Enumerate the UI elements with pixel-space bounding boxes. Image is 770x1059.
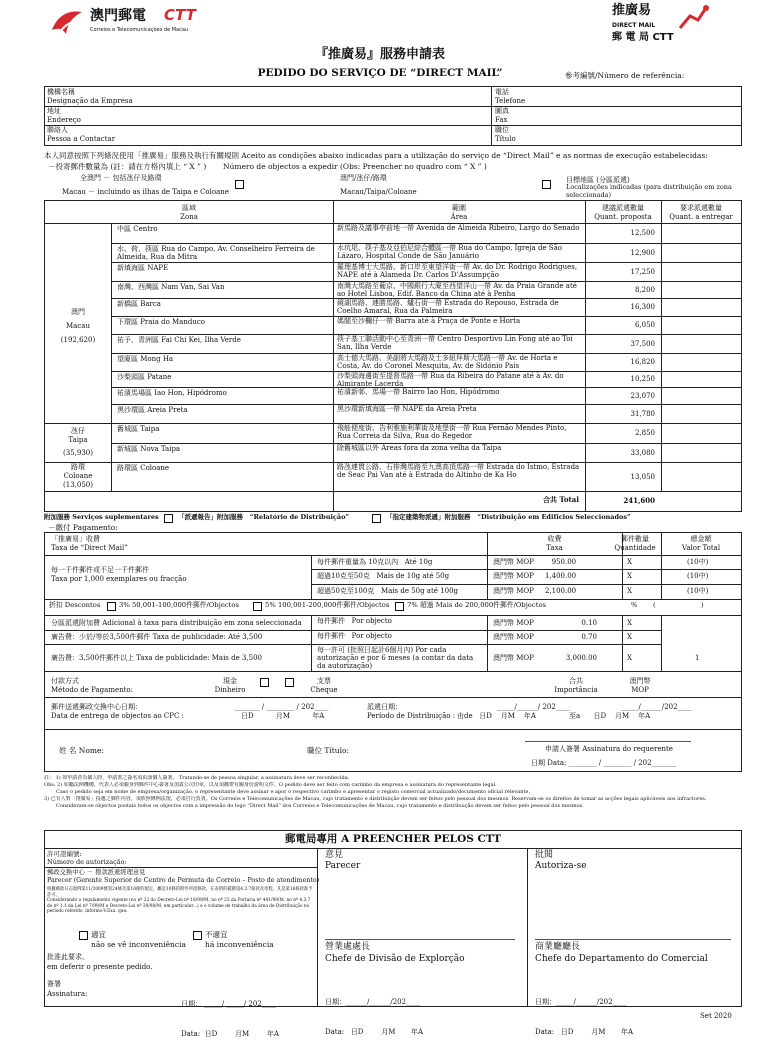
period-pt: Período de Distribuição : [367, 712, 456, 720]
region-taipa-pt: Taipa [68, 436, 88, 444]
direct-mail-logo [606, 4, 716, 48]
zone-qty-input[interactable] [665, 423, 739, 443]
zone-qty: 10,250 [630, 375, 655, 383]
weight-total: (10中) [687, 558, 709, 566]
selected-buildings-checkbox[interactable] [372, 514, 381, 523]
auth-label-pt: Número de autorização: [47, 858, 127, 866]
fee-basis: 每件郵件 Por objecto [317, 617, 392, 625]
zone-row [45, 281, 741, 298]
zone-row [45, 243, 741, 262]
qty-header-pt: Quantidade [614, 544, 656, 552]
parecer-pt: Parecer [325, 861, 361, 871]
zone-qty-input[interactable] [665, 223, 739, 243]
total-header-pt: Valor Total [681, 544, 721, 552]
notes [44, 775, 740, 810]
zone-name: 路環區 Coloane [117, 464, 170, 472]
zone-qty: 2,850 [634, 429, 655, 437]
authorize-pt: Autoriza-se [535, 861, 587, 871]
weight-row [311, 584, 741, 598]
zone-area: 高士德大馬路、美副將大馬路及士多紐拜斯大馬路一帶 Av. de Horta e Costa, Av. do Coronel Mesquita, Av. de Sidónio Pais [337, 354, 558, 371]
area-header-pt: Área [450, 213, 468, 221]
fax-label-pt: Fax [495, 116, 508, 124]
zone-header-pt: Zona [180, 213, 198, 221]
delivery-date-dma: 日D 月M 年A [241, 712, 325, 720]
zone-name: 水、荷、筷區 Rua do Campo, Av. Conselheiro Ferreira de Almeida, Rua da Mitra [117, 245, 315, 262]
objection-zh: 不適宜 [205, 930, 228, 939]
zone-qty-input[interactable] [665, 404, 739, 423]
form-title-zh: 『推廣易』服務申請表 [314, 47, 445, 62]
option-area-pt: Macau/Taipa/Coloane [340, 188, 417, 196]
fee-label: 廣告費：少於/等於3,500件郵件 Taxa de publicidade: Até 3,500 [51, 633, 263, 641]
zone-name: 新城區 Nova Taipa [117, 445, 181, 453]
phone-label-pt: Telefone [495, 97, 526, 105]
region-coloane-count: (13,050) [63, 481, 93, 489]
zone-name: 祐予、青洲區 Fai Chi Kei, Ilha Verde [117, 336, 241, 344]
zone-name: 中區 Centro [117, 225, 158, 233]
region-taipa-zh: 氹仔 [71, 427, 85, 435]
region-coloane-pt: Coloane [63, 472, 93, 480]
requested-header-zh: 要求派遞數量 [680, 204, 722, 212]
fee-value: 0.70 [581, 633, 597, 641]
zone-area: 鏡湖馬路、連勝馬路、爐石街一帶 Estrada do Repouso, Estrada de Coelho Amaral, Rua da Palmeira [337, 299, 559, 316]
chief-dept-zh: 商業廳廳長 [535, 942, 581, 952]
office-title: 郵電局專用 A PREENCHER PELOS CTT [284, 833, 502, 845]
chief-dept-pt: Chefe do Departamento do Comercial [535, 954, 708, 964]
cash-checkbox[interactable] [260, 678, 269, 687]
cash-pt: Dinheiro [214, 686, 246, 694]
supplements-label-pt: Serviços suplementares [72, 513, 159, 521]
contact-label-pt: Pessoa a Contactar [47, 135, 116, 143]
zone-row [45, 423, 741, 443]
zone-row [45, 404, 741, 423]
period-to-field[interactable]: _____/______/202____ [621, 703, 692, 711]
contact-label: 聯絡人 [47, 126, 68, 134]
zone-name: 祐濱馬場區 Iao Hon, Hipódromo [117, 389, 227, 397]
weight-fee: 澳門幣 MOP 2,100.00 [493, 587, 577, 595]
zone-qty-input[interactable] [665, 462, 739, 491]
date-field-1[interactable]: 日期： _____/ _____/ 202____ [181, 1000, 276, 1008]
address-label-pt: Endereço [47, 116, 81, 124]
period-zh: 派遞日期： [367, 703, 402, 711]
zone-qty: 12,900 [630, 248, 655, 257]
weight-fee: 澳門幣 MOP 1,400.00 [493, 572, 577, 580]
weight-x: X [627, 558, 632, 566]
fee-x: X [627, 633, 632, 641]
zone-area: 媽閣至沙欄仔一帶 Barra até à Praça de Ponte e Horta [337, 317, 521, 325]
discount-3-checkbox[interactable] [107, 602, 116, 611]
mop-pt: MOP [631, 686, 649, 694]
fee-value: 0.10 [581, 618, 597, 627]
defer-zh: 批准此要求。 [47, 953, 89, 961]
form-title-pt: PEDIDO DO SERVIÇO DE “DIRECT MAIL” [257, 67, 503, 79]
zone-row [45, 387, 741, 404]
date-field-3[interactable]: 日期：_____/______/202____ [535, 998, 627, 1006]
fee-x: X [627, 653, 632, 662]
bird-icon [50, 8, 84, 38]
weight-total: (10中) [687, 572, 709, 580]
service-fee-header-zh: 「推廣易」收費 [51, 535, 100, 543]
phone-label: 電話 [495, 88, 509, 96]
zone-area: 路氹連貫公路、石排灣馬路至九澳高頂馬路一帶 Estrada do Istmo, Estrada de Seac Pai Van até à Estrada do Altinho de Ka Ho [337, 463, 580, 480]
zone-name: 新填海區 NAPE [117, 264, 169, 272]
selected-buildings-option: 「指定建築物派遞」附加服務 “Distribuição em Edifícios Seleccionados” [386, 513, 631, 521]
period-from-field[interactable]: _____/______/ 202____ [497, 703, 570, 711]
fee-currency: 澳門幣 MOP [493, 633, 534, 641]
option-area-checkbox[interactable] [542, 180, 551, 189]
report-option: 「派遞報告」附加服務 “Relatório de Distribuição” [178, 513, 350, 521]
qty-header-zh: 郵件數量 [621, 535, 649, 543]
fee-label: 廣告費：3,500件郵件以上 Taxa de publicidade: Mais de 3,500 [51, 653, 263, 662]
logo-sub: Correios e Telecomunicações de Macau [90, 27, 189, 33]
paren-open: ( [653, 601, 656, 609]
supplements-label-zh: 附加服務 [44, 513, 70, 521]
zone-name: 望廈區 Mong Ha [117, 355, 174, 363]
zone-qty: 37,500 [630, 339, 655, 348]
no-objection-checkbox[interactable] [79, 931, 88, 940]
parecer-zh: 意見 [325, 850, 344, 860]
authorize-zh: 批閱 [535, 850, 554, 860]
agreement-text: 本人同意按照下列條況使用「推廣易」服務及執行有關規則 Aceito as condições abaixo indicadas para a utilização do serviço de “Direct Mail” e as normas de execução estabelecidas: [44, 151, 708, 160]
report-checkbox[interactable] [164, 514, 173, 523]
dm-zh: 推廣易 [612, 3, 652, 18]
fax-label: 圖真 [495, 107, 509, 115]
fee-row [45, 630, 741, 644]
ctt-logo-left [50, 6, 240, 40]
no-objection-pt: não se vê inconveniência [91, 940, 186, 949]
zone-row [45, 298, 741, 316]
proposed-header-zh: 建議派遞數量 [602, 204, 644, 212]
defer-pt: em deferir o presente pedido. [47, 963, 153, 971]
region-coloane-zh: 路環 [71, 463, 85, 471]
reference-number: 參考編號/Número de referência: [565, 71, 685, 80]
zone-qty: 23,070 [630, 391, 655, 400]
zone-row [45, 443, 741, 462]
position-label-pt: Título [495, 135, 516, 143]
zone-row [45, 223, 741, 243]
delivery-date-pt: Data de entrega de objectos ao CPC : [51, 712, 184, 720]
region-macau-count: (192,620) [60, 336, 96, 344]
zone-area: 黑沙環新填海區一帶 NAPE da Areia Preta [337, 405, 477, 413]
fee-row [45, 644, 741, 671]
legal-pt: Considerando o regulamento vigente (no nº 22 do Decreto-Lei nº 18/99/M, no nº 23 da Portaria nº 441/99/M, no nº 4.3.7 do nº 1.1 da Lei nº 7/99/M e Decreto-Lei nº 30/98/M, em particular...) e o volume de trabalho da área de Distribuição no período referido, informo-V.Exa. que: [47, 898, 311, 915]
total-label: 合共 Total [543, 495, 579, 504]
zone-qty-input[interactable] [665, 443, 739, 462]
per-1000-pt: Taxa por 1,000 exemplares ou fracção [51, 575, 187, 583]
zone-area: 飛能便度街、告利雅施利華街及地堡街一帶 Rua Fernão Mendes Pinto, Rua Correia da Silva, Rua do Regedor [337, 424, 567, 441]
option-all-macau-pt: Macau － incluindo as ilhas de Taipa e Coloane [62, 188, 229, 196]
zone-name: 南灣、西灣區 Nam Van, Sai Van [117, 283, 225, 291]
amount-zh: 合共 [569, 677, 583, 685]
weight-label: 超過50克至100克 Mais de 50g até 100g [317, 587, 458, 595]
date-dma-2: Data: 日D 月M 年A [325, 1028, 424, 1036]
method-label-pt: Método de Pagamento: [51, 686, 134, 694]
discount-5-checkbox[interactable] [253, 602, 262, 611]
date-line[interactable]: 日期 Data: ________ / ________ / 202_______ [531, 759, 677, 767]
note-1: 註： 1) 如申請者為個人時，申請書之簽名須由該個人簽署。 Tratando-se de pessoa singular, a assinatura deve ser reconhecida. [44, 775, 350, 781]
fee-value: 3,000.00 [565, 653, 597, 662]
cash-zh: 現金 [223, 677, 237, 685]
logo-zh: 澳門郵電 [90, 8, 146, 24]
address-label: 地址 [47, 107, 61, 115]
payment-table [44, 532, 742, 772]
chief-division-pt: Chefe de Divisão de Explorção [325, 954, 465, 964]
footer-date: Set 2020 [700, 1012, 732, 1020]
weight-x: X [627, 587, 632, 595]
zone-qty: 13,050 [630, 472, 655, 481]
zone-qty-input[interactable] [665, 243, 739, 262]
date-field-2[interactable]: 日期：______/______/202____ [325, 998, 421, 1006]
requested-header-pt: Quant. a entregar [669, 213, 733, 221]
signer-zh: 簽署 [47, 980, 61, 988]
region-macau-zh: 澳門 [71, 308, 85, 316]
fee-basis: 每件郵件 Por objecto [317, 632, 392, 640]
method-label-zh: 付款方式 [51, 677, 79, 685]
zone-area: 水坑尾、筷子基及亞伯尼綜合體區一帶 Rua do Campo, Igreja de São Lázaro, Hospital Conde de São Januário [337, 244, 562, 261]
fee-basis: 每一許可 (批照日起計6個月內) Por cada autorização e por 6 meses (a contar da data da autorização) [317, 646, 476, 671]
option-area-zh: 澳門/氹仔/路環 [340, 174, 387, 182]
signature-label: 申請人簽署 Assinatura do requerente [545, 745, 673, 753]
company-name-label: 機構名稱 [47, 88, 75, 96]
weight-row [311, 569, 741, 583]
zone-qty: 17,250 [630, 267, 655, 276]
zone-qty-input[interactable] [665, 334, 739, 353]
logo-brand: CTT [164, 6, 196, 24]
paren-close: ) [701, 601, 704, 609]
zone-area: 筷子基工聯活動中心至青洲一帶 Centro Desportivo Lin Fong até ao Toi San, Ilha Verde [337, 335, 573, 352]
dm-brand: 郵 電 局 CTT [612, 32, 674, 43]
zone-qty-input[interactable] [665, 298, 739, 316]
zone-area: 祐濱新邨、馬場一帶 Bairro Iao Hon, Hipódromo [337, 388, 500, 396]
zone-table [44, 200, 742, 512]
zone-row [45, 462, 741, 491]
option-all-macau-zh: 全澳門 － 包括氹仔及路環 [80, 174, 162, 182]
service-fee-header-pt: Taxa de “Direct Mail” [51, 544, 128, 552]
delivery-date-field[interactable]: _______ / ________ / 202____ [235, 703, 329, 711]
region-macau-pt: Macau [66, 322, 90, 330]
zone-area: 沙梨頭海邊街至提督馬路一帶 Rua da Ribeira do Patane até à Av. do Almirante Lacerda [337, 372, 564, 389]
discount-7-checkbox[interactable] [395, 602, 404, 611]
fee-n: 1 [695, 653, 700, 662]
quantity-instruction: －投寄郵件數量為 (註：請在方格內填上 “ X ” ) Número de objectos a expedir (Obs: Preencher no quadro com “ X ” ) [48, 162, 487, 171]
zone-name: 黑沙環區 Areia Preta [117, 406, 188, 414]
objection-checkbox[interactable] [193, 931, 202, 940]
proposed-header-pt: Quant. proposta [594, 213, 652, 221]
zone-name: 下環區 Praia do Manduco [117, 318, 205, 326]
date-dma-3: Data: 日D 月M 年A [535, 1028, 634, 1036]
payment-title: －繳付 Pagamento: [48, 523, 118, 532]
note-3: Caso o pedido seja em nome de empresa/organização, o representante deve assinar e apor o respectivo carimbo e apresentar o registo comercial actualizado/documento oficial relevante. [56, 789, 531, 795]
fee-header-pt: Taxa [546, 544, 563, 552]
zone-qty-input[interactable] [665, 262, 739, 281]
weight-fee: 澳門幣 MOP 950.00 [493, 558, 577, 566]
no-objection-zh: 適宜 [91, 930, 106, 939]
zone-qty-input[interactable] [665, 316, 739, 334]
zone-name: 新橋區 Barca [117, 300, 161, 308]
chief-division-zh: 營業處處長 [325, 942, 371, 952]
zone-qty: 16,300 [630, 303, 655, 311]
zone-area: 南灣大馬路至葡京、中國銀行大廈至西望洋山一帶 Av. da Praia Grande até ao Hotel Lisboa, Edif. Banco da China até à Penha [337, 282, 577, 299]
zone-area: 除舊城區以外 Áreas fora da zona velha da Taipa [337, 444, 502, 452]
zone-row [45, 334, 741, 353]
fee-currency: 澳門幣 MOP [493, 618, 534, 627]
zone-qty: 33,080 [630, 448, 655, 457]
discount-3: 3% 50,001-100,000件郵件/Objectos [119, 601, 239, 609]
zone-row [45, 353, 741, 371]
region-taipa-count: (35,930) [63, 449, 93, 457]
cheque-zh: 支票 [317, 677, 331, 685]
zone-row [45, 316, 741, 334]
objection-pt: há inconveniência [205, 940, 274, 949]
period-to: 至a 日D 月M 年A [569, 712, 651, 720]
discount-7: 7% 超過 Mais de 200,000件郵件/Objectos [407, 601, 547, 609]
signer-pt: Assinatura: [47, 990, 88, 998]
dm-en: DIRECT MAIL [612, 22, 656, 29]
weight-total: (10中) [687, 587, 709, 595]
company-name-label-pt: Designação da Empresa [47, 97, 133, 105]
total-value: 241,600 [623, 496, 655, 505]
weight-row [311, 555, 741, 569]
area-header-zh: 範圍 [452, 204, 466, 212]
weight-label: 每件郵件重量為 10克以內 Até 10g [317, 558, 433, 566]
delivery-date-zh: 郵件送遞郵政交換中心日期： [51, 703, 142, 711]
note-4: 3) 已有人對「推廣易」投遞之郵件內容，須依照條例法規，必須自行負責。Os Correios e Telecomunicações de Macau, cujo tratamento e distribuição devem ser feitos pelo pessoal dos mesmos. Reservam-se os direitos de tomar as acções legais aplicáveis aos infractores. [44, 796, 707, 802]
date-dma-1: Data: 日D 月M 年A [181, 1030, 280, 1038]
runner-icon [676, 4, 712, 32]
zone-qty: 6,050 [634, 321, 655, 329]
note-5: Consideram-se objectos postais todos os objectos com a impressão do logo “Direct Mail” dos Correios e Telecomunicações de Macau, cujo tratamento e distribuição devem ser feitos pelo pessoal dos mesmos. [56, 803, 584, 809]
percent-sign: % [631, 601, 638, 609]
fee-currency: 澳門幣 MOP [493, 653, 534, 662]
discount-label: 折扣 Descontos [49, 601, 101, 609]
fee-header-zh: 收費 [547, 535, 562, 543]
zone-name: 沙梨頭區 Patane [117, 373, 172, 381]
cheque-pt: Cheque [310, 686, 338, 694]
weight-label: 超過10克至50克 Mais de 10g até 50g [317, 572, 450, 580]
zone-area: 羅理基博士大馬路、新口岸至東望洋街一帶 Av. do Dr. Rodrigo Rodrigues, NAPE até à Alameda Dr. Carlos D’Assumpção [337, 263, 578, 280]
amount-pt: Importância [554, 686, 598, 694]
cheque-checkbox[interactable] [285, 678, 294, 687]
zone-qty-input[interactable] [665, 281, 739, 298]
weight-x: X [627, 572, 632, 580]
fee-x: X [627, 618, 632, 627]
discount-5: 5% 100,001-200,000件郵件/Objectos [265, 601, 390, 609]
company-info-box [44, 86, 742, 146]
zone-qty-input[interactable] [665, 387, 739, 404]
zone-qty-input[interactable] [665, 353, 739, 371]
zone-row [45, 262, 741, 281]
option-all-macau-checkbox[interactable] [235, 180, 244, 189]
zone-row [45, 371, 741, 387]
manager-opinion-pt: Parecer (Gerente Superior de Centro de Permuta de Correio – Posto de atendimento) [47, 877, 320, 884]
period-from: 由de 日D 月M 年A [457, 712, 536, 720]
position-label: 職位 [495, 126, 509, 134]
zone-qty: 8,200 [634, 285, 655, 294]
option-target-pt: Localizações indicadas (para distribuição em zona seleccionada) [566, 183, 732, 199]
zone-qty: 31,780 [630, 409, 655, 418]
manager-opinion-zh: 郵政交換中心 － 撥款派遞經理意見 [47, 869, 146, 876]
mop-zh: 澳門幣 [629, 677, 651, 685]
zone-area: 新馬路及議事亭前地一帶 Avenida de Almeida Ribeiro, Largo do Senado [337, 224, 580, 232]
zone-qty: 16,820 [630, 358, 655, 366]
note-2: Obs: 2) 如屬法例機構，代表人必須親身到郵件中心簽署及加蓋公司印章，以及須攜帶有關身份證明文件。O pedido deve ser feito com carimbo da empresa e assinatura do representante legal. [44, 782, 497, 788]
legal-zh: 根據郵政日志規例第11/2009號第24條及第18條的規定，屬是10條的附件所指條款，在表明的範圍第4.3.7條款及章程，凡是第16條款准予許可。 [47, 887, 313, 898]
fee-label: 分區派遞附加費 Adicional à taxa para distribuição em zona seleccionada [51, 618, 302, 627]
name-label: 姓 名 Nome: [59, 746, 104, 755]
zone-name: 舊城區 Taipa [117, 425, 160, 433]
zone-header-zh: 區域 [182, 204, 196, 212]
zone-qty: 12,500 [630, 229, 655, 237]
option-target-zh: 目標地區 (分區派遞) [566, 176, 630, 184]
zone-qty-input[interactable] [665, 371, 739, 387]
auth-label-zh: 許可證編號: [47, 850, 82, 858]
fee-row [45, 615, 741, 630]
per-1000-zh: 每一千件郵件或不足一千件郵件 [51, 566, 149, 574]
total-header-zh: 總金額 [690, 535, 712, 543]
title-label: 職位 Título: [307, 746, 350, 755]
